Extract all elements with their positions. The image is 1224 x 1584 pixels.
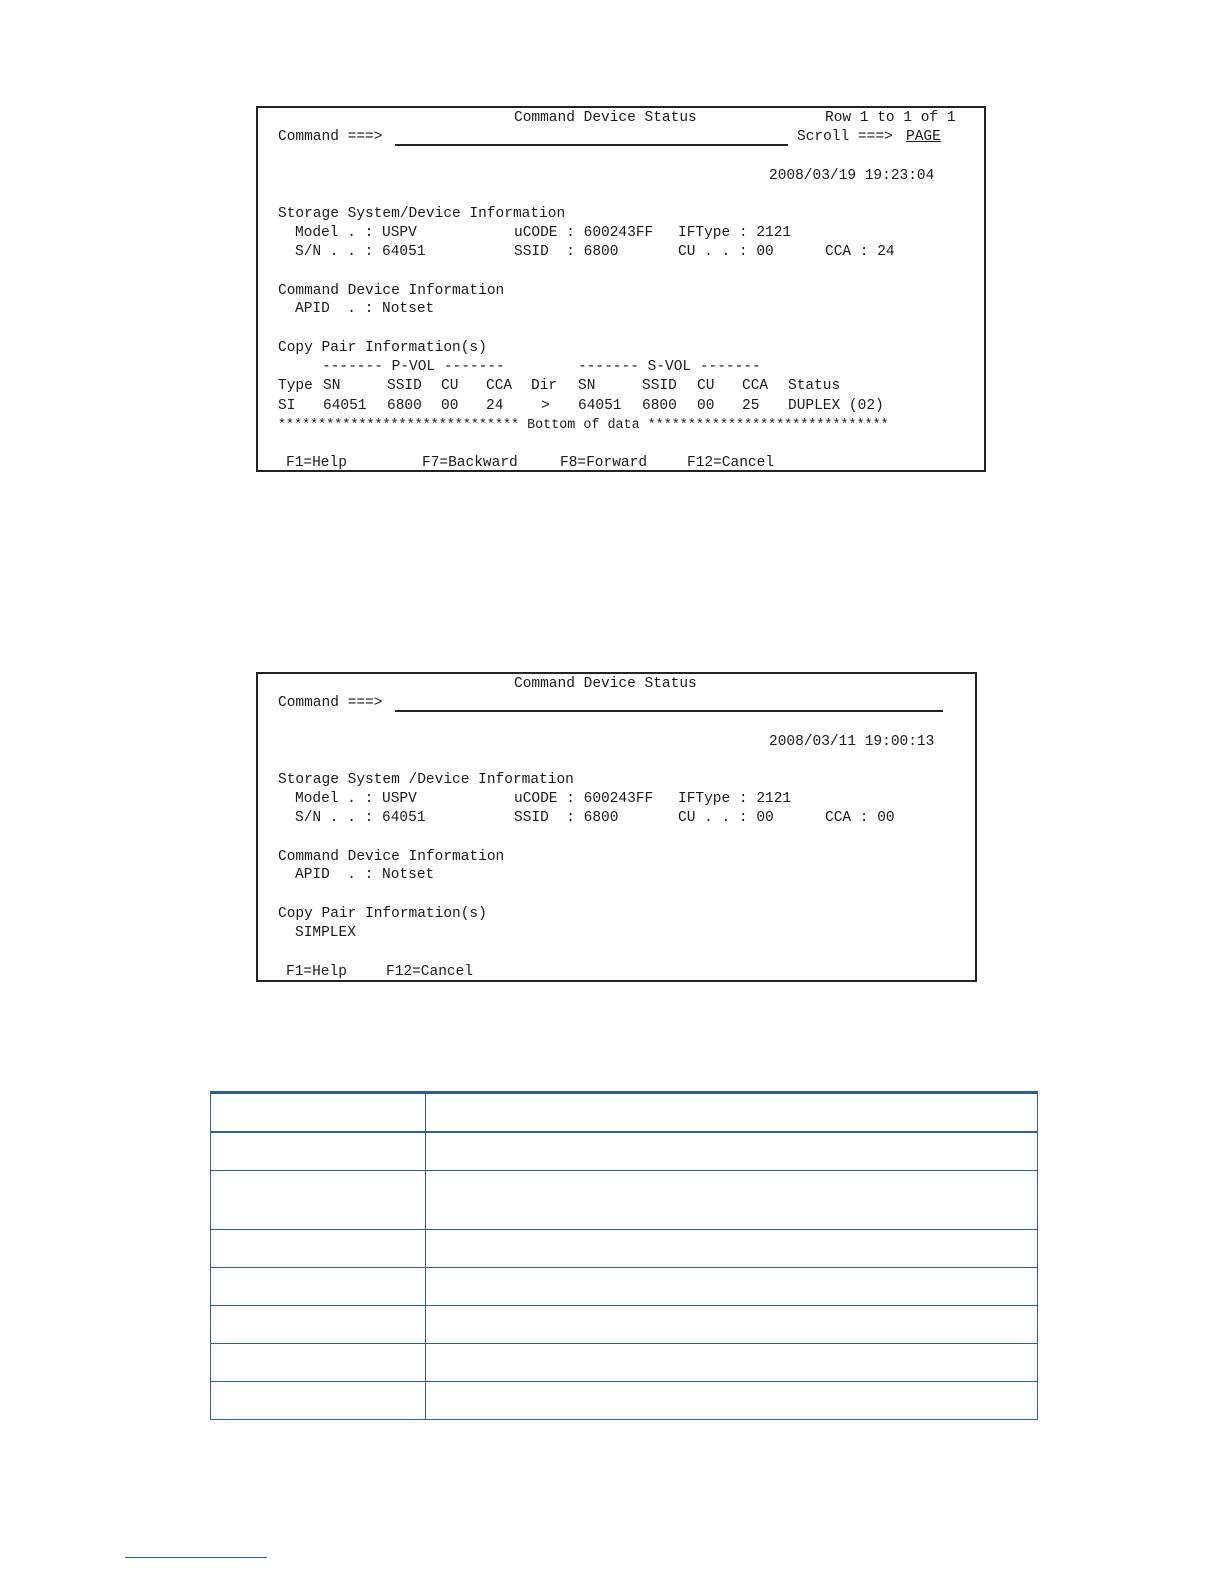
- col-header: SN: [578, 378, 596, 394]
- col-header: CCA: [742, 378, 769, 394]
- timestamp: 2008/03/11 19:00:13: [769, 734, 935, 750]
- ssid: SSID : 6800: [514, 244, 619, 260]
- cca: CCA : 00: [825, 810, 895, 826]
- copy-pair-heading: Copy Pair Information(s): [278, 340, 487, 356]
- bottom-of-data: ****************************** Bottom of data ******************************: [278, 418, 889, 433]
- col-header: SN: [323, 378, 341, 394]
- table-cell: [211, 1171, 426, 1230]
- field-description-table: [210, 1091, 1038, 1420]
- pair-cell: 6800: [642, 398, 677, 414]
- table-header-cell: [426, 1093, 1038, 1133]
- command-device-status-screen-simplex: [256, 672, 977, 982]
- cmd-dev-heading: Command Device Information: [278, 283, 505, 299]
- iftype: IFType : 2121: [678, 225, 792, 241]
- apid-line: APID . : Notset: [295, 867, 435, 883]
- col-header: Dir: [531, 378, 558, 394]
- command-input[interactable]: [395, 144, 788, 146]
- table-row: [211, 1344, 1038, 1382]
- table-cell: [426, 1344, 1038, 1382]
- pair-cell: SI: [278, 398, 296, 414]
- table-header-row: [211, 1093, 1038, 1133]
- storage-heading: Storage System /Device Information: [278, 772, 574, 788]
- table-cell: [426, 1230, 1038, 1268]
- table-row: [211, 1268, 1038, 1306]
- sn-line: S/N . . : 64051: [295, 810, 426, 826]
- table-cell: [211, 1344, 426, 1382]
- apid-line: APID . : Notset: [295, 301, 435, 317]
- pair-cell: 64051: [578, 398, 622, 414]
- pair-cell: 00: [697, 398, 715, 414]
- table-cell: [211, 1382, 426, 1420]
- col-header: CCA: [486, 378, 513, 394]
- svol-header: ------- S-VOL -------: [578, 359, 761, 375]
- table-row: [211, 1230, 1038, 1268]
- pair-status: DUPLEX (02): [788, 398, 884, 414]
- command-input[interactable]: [395, 710, 943, 712]
- command-label: Command ===>: [278, 129, 383, 145]
- col-header: Status: [788, 378, 841, 394]
- table-cell: [426, 1268, 1038, 1306]
- table-cell: [426, 1382, 1038, 1420]
- pair-cell: 64051: [323, 398, 367, 414]
- cca: CCA : 24: [825, 244, 895, 260]
- fkey-backward[interactable]: F7=Backward: [422, 455, 518, 471]
- cmd-dev-heading: Command Device Information: [278, 849, 505, 865]
- pair-cell: 25: [742, 398, 760, 414]
- storage-heading: Storage System/Device Information: [278, 206, 566, 222]
- cu: CU . . : 00: [678, 244, 774, 260]
- iftype: IFType : 2121: [678, 791, 792, 807]
- table-row: [211, 1382, 1038, 1420]
- row-info: Row 1 to 1 of 1: [825, 110, 956, 126]
- model-line: Model . : USPV: [295, 791, 417, 807]
- table-cell: [426, 1306, 1038, 1344]
- fkey-help[interactable]: F1=Help: [286, 964, 347, 980]
- pair-cell: >: [541, 398, 550, 414]
- table-row: [211, 1171, 1038, 1230]
- scroll-input[interactable]: PAGE: [906, 129, 941, 145]
- pvol-header: ------- P-VOL -------: [322, 359, 505, 375]
- screen-title: Command Device Status: [514, 676, 697, 692]
- col-header: Type: [278, 378, 313, 394]
- ucode: uCODE : 600243FF: [514, 791, 654, 807]
- pair-cell: 24: [486, 398, 504, 414]
- fkey-forward[interactable]: F8=Forward: [560, 455, 648, 471]
- table-header-cell: [211, 1093, 426, 1133]
- fkey-cancel[interactable]: F12=Cancel: [386, 964, 474, 980]
- table-row: [211, 1306, 1038, 1344]
- screen-title: Command Device Status: [514, 110, 697, 126]
- col-header: SSID: [642, 378, 677, 394]
- table-cell: [211, 1230, 426, 1268]
- table-cell: [426, 1171, 1038, 1230]
- sn-line: S/N . . : 64051: [295, 244, 426, 260]
- pair-cell: 6800: [387, 398, 422, 414]
- table-cell: [211, 1132, 426, 1171]
- cu: CU . . : 00: [678, 810, 774, 826]
- table-cell: [211, 1306, 426, 1344]
- command-label: Command ===>: [278, 695, 383, 711]
- ssid: SSID : 6800: [514, 810, 619, 826]
- timestamp: 2008/03/19 19:23:04: [769, 168, 935, 184]
- col-header: SSID: [387, 378, 422, 394]
- scroll-label: Scroll ===>: [797, 129, 893, 145]
- pair-cell: 00: [441, 398, 459, 414]
- footer-rule: [125, 1557, 267, 1558]
- simplex-status: SIMPLEX: [295, 925, 356, 941]
- table-cell: [211, 1268, 426, 1306]
- fkey-help[interactable]: F1=Help: [286, 455, 347, 471]
- copy-pair-heading: Copy Pair Information(s): [278, 906, 487, 922]
- table-row: [211, 1132, 1038, 1171]
- fkey-cancel[interactable]: F12=Cancel: [687, 455, 775, 471]
- ucode: uCODE : 600243FF: [514, 225, 654, 241]
- model-line: Model . : USPV: [295, 225, 417, 241]
- command-device-status-screen-duplex: [256, 106, 986, 472]
- table-cell: [426, 1132, 1038, 1171]
- col-header: CU: [441, 378, 459, 394]
- col-header: CU: [697, 378, 715, 394]
